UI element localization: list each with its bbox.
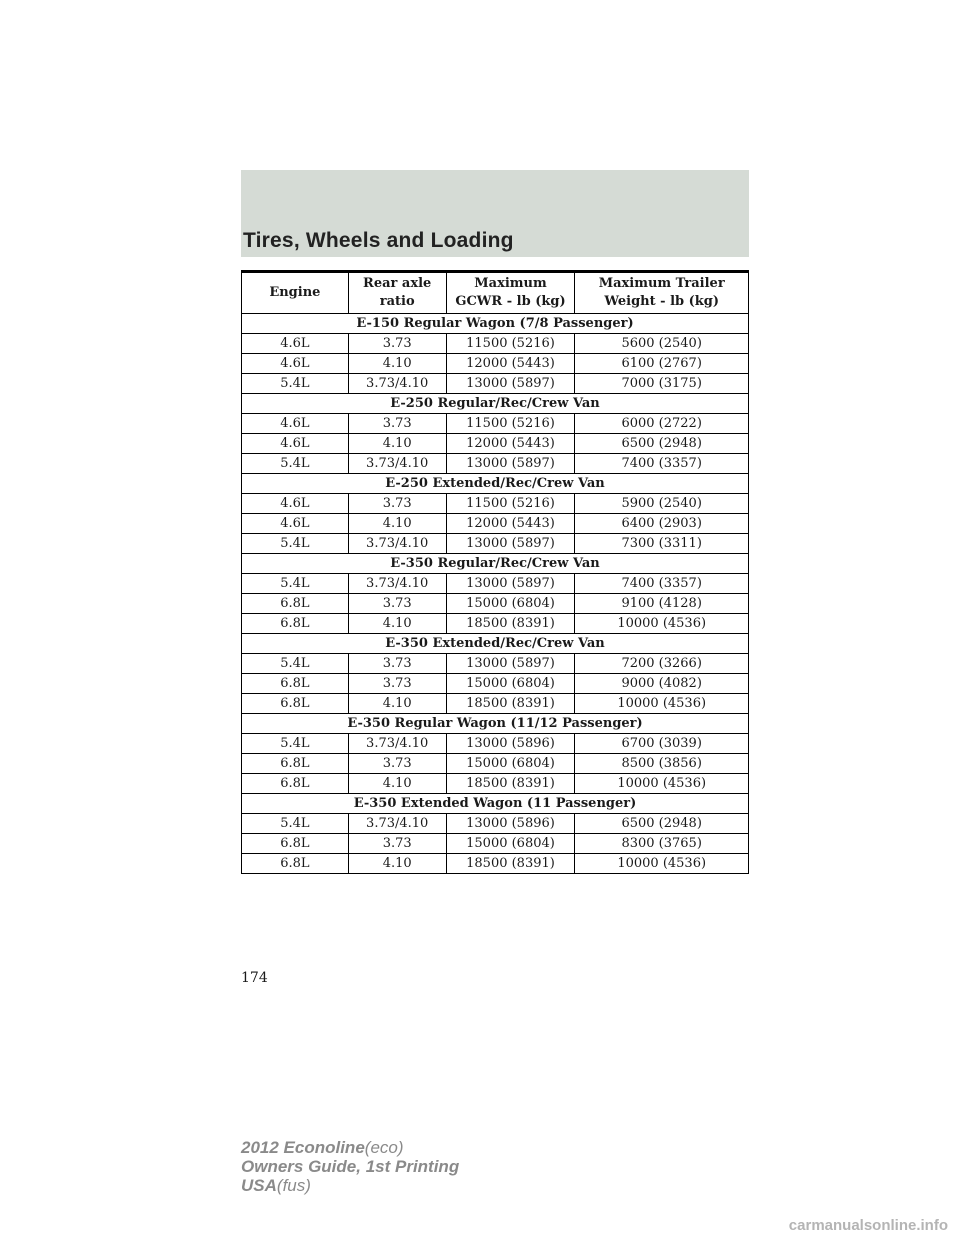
cell-gcwr: 12000 (5443): [446, 514, 575, 534]
group-heading-row: [242, 714, 749, 734]
header-engine-label: Engine: [269, 285, 321, 300]
group-heading: E-250 Regular/Rec/Crew Van: [242, 394, 749, 414]
cell-engine: 4.6L: [242, 494, 349, 514]
cell-engine: 4.6L: [242, 354, 349, 374]
cell-axle-ratio: 3.73: [348, 594, 446, 614]
group-heading: E-250 Extended/Rec/Crew Van: [242, 474, 749, 494]
cell-trailer-weight: 7400 (3357): [575, 574, 749, 594]
table-row: [242, 674, 749, 694]
cell-gcwr: 13000 (5896): [446, 734, 575, 754]
cell-gcwr: 18500 (8391): [446, 694, 575, 714]
cell-axle-ratio: 4.10: [348, 514, 446, 534]
cell-engine: 6.8L: [242, 774, 349, 794]
cell-gcwr: 18500 (8391): [446, 854, 575, 874]
cell-trailer-weight: 10000 (4536): [575, 774, 749, 794]
cell-gcwr: 15000 (6804): [446, 674, 575, 694]
cell-axle-ratio: 3.73: [348, 334, 446, 354]
cell-engine: 6.8L: [242, 614, 349, 634]
cell-trailer-weight: 6100 (2767): [575, 354, 749, 374]
cell-gcwr: 13000 (5897): [446, 574, 575, 594]
header-line: GCWR - lb (kg): [455, 294, 566, 309]
cell-axle-ratio: 3.73: [348, 834, 446, 854]
header-line: Weight - lb (kg): [604, 294, 720, 309]
cell-gcwr: 15000 (6804): [446, 594, 575, 614]
header-max-trailer-weight: [575, 272, 749, 314]
towing-capacity-table: [241, 270, 749, 874]
cell-engine: 5.4L: [242, 734, 349, 754]
cell-axle-ratio: 3.73/4.10: [348, 734, 446, 754]
group-heading-row: [242, 394, 749, 414]
group-heading: E-350 Regular/Rec/Crew Van: [242, 554, 749, 574]
cell-trailer-weight: 7200 (3266): [575, 654, 749, 674]
cell-trailer-weight: 5900 (2540): [575, 494, 749, 514]
header-line: Rear axle: [363, 276, 432, 291]
cell-engine: 6.8L: [242, 834, 349, 854]
cell-trailer-weight: 7400 (3357): [575, 454, 749, 474]
header-line: Maximum Trailer: [598, 276, 725, 291]
table-row: [242, 814, 749, 834]
cell-axle-ratio: 4.10: [348, 854, 446, 874]
cell-engine: 6.8L: [242, 854, 349, 874]
cell-axle-ratio: 4.10: [348, 694, 446, 714]
footer-model: 2012 Econoline: [241, 1138, 365, 1157]
cell-gcwr: 15000 (6804): [446, 834, 575, 854]
group-heading-row: [242, 474, 749, 494]
cell-gcwr: 13000 (5897): [446, 454, 575, 474]
table-row: [242, 694, 749, 714]
cell-engine: 5.4L: [242, 814, 349, 834]
page-number: 174: [241, 970, 268, 986]
table-row: [242, 374, 749, 394]
cell-trailer-weight: 9100 (4128): [575, 594, 749, 614]
cell-engine: 5.4L: [242, 454, 349, 474]
cell-trailer-weight: 6000 (2722): [575, 414, 749, 434]
table-row: [242, 734, 749, 754]
cell-engine: 4.6L: [242, 334, 349, 354]
header-line: ratio: [379, 294, 415, 309]
cell-axle-ratio: 3.73/4.10: [348, 814, 446, 834]
table-row: [242, 834, 749, 854]
header-rear-axle-ratio: [348, 272, 446, 314]
table-row: [242, 654, 749, 674]
cell-trailer-weight: 6700 (3039): [575, 734, 749, 754]
footer-guide-edition: Owners Guide, 1st Printing: [241, 1157, 460, 1176]
cell-gcwr: 12000 (5443): [446, 354, 575, 374]
cell-axle-ratio: 3.73/4.10: [348, 534, 446, 554]
group-heading: E-150 Regular Wagon (7/8 Passenger): [242, 314, 749, 334]
cell-gcwr: 13000 (5897): [446, 534, 575, 554]
cell-engine: 6.8L: [242, 594, 349, 614]
cell-axle-ratio: 4.10: [348, 774, 446, 794]
table-row: [242, 334, 749, 354]
group-heading-row: [242, 554, 749, 574]
group-heading: E-350 Extended/Rec/Crew Van: [242, 634, 749, 654]
cell-trailer-weight: 6500 (2948): [575, 434, 749, 454]
table-row: [242, 454, 749, 474]
group-heading-row: [242, 634, 749, 654]
table-row: [242, 354, 749, 374]
section-title: Tires, Wheels and Loading: [243, 229, 514, 252]
cell-trailer-weight: 7300 (3311): [575, 534, 749, 554]
cell-trailer-weight: 6400 (2903): [575, 514, 749, 534]
table-row: [242, 614, 749, 634]
cell-trailer-weight: 7000 (3175): [575, 374, 749, 394]
cell-engine: 6.8L: [242, 694, 349, 714]
table-row: [242, 754, 749, 774]
document-footer: [241, 1138, 459, 1195]
table-row: [242, 574, 749, 594]
table-row: [242, 514, 749, 534]
table-row: [242, 494, 749, 514]
cell-engine: 5.4L: [242, 654, 349, 674]
cell-engine: 6.8L: [242, 754, 349, 774]
cell-axle-ratio: 3.73: [348, 674, 446, 694]
cell-trailer-weight: 10000 (4536): [575, 694, 749, 714]
group-heading: E-350 Regular Wagon (11/12 Passenger): [242, 714, 749, 734]
table-row: [242, 594, 749, 614]
header-engine: [242, 272, 349, 314]
group-heading-row: [242, 314, 749, 334]
cell-axle-ratio: 4.10: [348, 614, 446, 634]
cell-engine: 6.8L: [242, 674, 349, 694]
cell-gcwr: 11500 (5216): [446, 414, 575, 434]
cell-engine: 4.6L: [242, 514, 349, 534]
cell-gcwr: 15000 (6804): [446, 754, 575, 774]
cell-trailer-weight: 5600 (2540): [575, 334, 749, 354]
header-max-gcwr: [446, 272, 575, 314]
footer-market-code: (fus): [276, 1176, 311, 1195]
group-heading: E-350 Extended Wagon (11 Passenger): [242, 794, 749, 814]
footer-model-code: (eco): [364, 1138, 404, 1157]
watermark: carmanualsonline.info: [788, 1217, 948, 1234]
cell-axle-ratio: 3.73: [348, 754, 446, 774]
cell-engine: 4.6L: [242, 414, 349, 434]
cell-axle-ratio: 3.73/4.10: [348, 454, 446, 474]
table-row: [242, 534, 749, 554]
cell-gcwr: 18500 (8391): [446, 774, 575, 794]
cell-trailer-weight: 9000 (4082): [575, 674, 749, 694]
table-row: [242, 414, 749, 434]
cell-gcwr: 11500 (5216): [446, 334, 575, 354]
cell-engine: 5.4L: [242, 374, 349, 394]
cell-engine: 5.4L: [242, 534, 349, 554]
header-line: Maximum: [474, 276, 547, 291]
cell-engine: 4.6L: [242, 434, 349, 454]
cell-trailer-weight: 10000 (4536): [575, 614, 749, 634]
cell-axle-ratio: 3.73/4.10: [348, 574, 446, 594]
cell-trailer-weight: 8500 (3856): [575, 754, 749, 774]
table-header-row: [242, 272, 749, 314]
cell-trailer-weight: 8300 (3765): [575, 834, 749, 854]
table-row: [242, 854, 749, 874]
cell-trailer-weight: 10000 (4536): [575, 854, 749, 874]
cell-engine: 5.4L: [242, 574, 349, 594]
cell-axle-ratio: 3.73: [348, 494, 446, 514]
cell-gcwr: 12000 (5443): [446, 434, 575, 454]
table-row: [242, 774, 749, 794]
cell-gcwr: 18500 (8391): [446, 614, 575, 634]
cell-gcwr: 11500 (5216): [446, 494, 575, 514]
cell-axle-ratio: 3.73/4.10: [348, 374, 446, 394]
cell-axle-ratio: 4.10: [348, 354, 446, 374]
cell-axle-ratio: 4.10: [348, 434, 446, 454]
footer-market: USA: [241, 1176, 277, 1195]
cell-trailer-weight: 6500 (2948): [575, 814, 749, 834]
group-heading-row: [242, 794, 749, 814]
cell-axle-ratio: 3.73: [348, 414, 446, 434]
table-row: [242, 434, 749, 454]
cell-axle-ratio: 3.73: [348, 654, 446, 674]
cell-gcwr: 13000 (5897): [446, 374, 575, 394]
cell-gcwr: 13000 (5897): [446, 654, 575, 674]
cell-gcwr: 13000 (5896): [446, 814, 575, 834]
